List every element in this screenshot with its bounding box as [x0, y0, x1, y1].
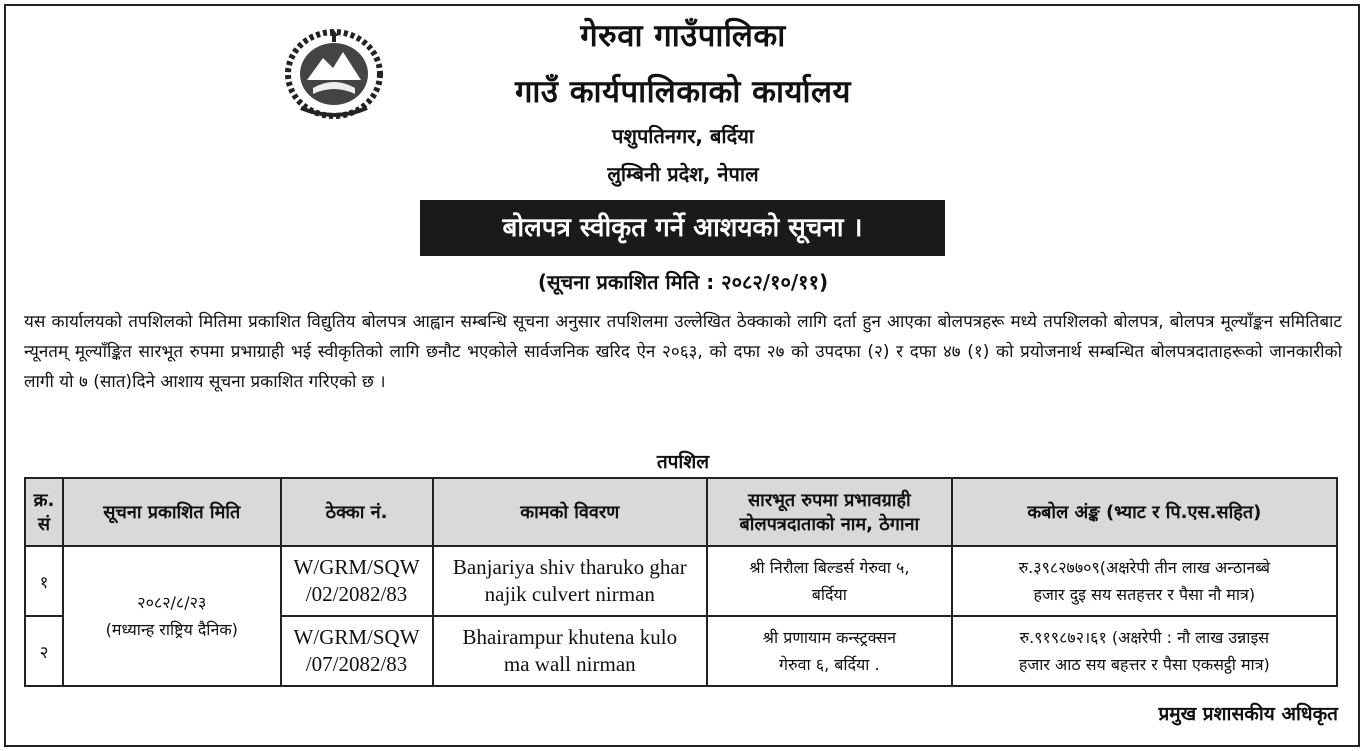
header-bidder: सारभूत रुपमा प्रभावग्राही बोलपत्रदाताको नाम, ठेगाना	[707, 478, 952, 546]
table-title: तपशिल	[656, 451, 710, 473]
table-row	[25, 546, 1337, 616]
amount-line-1: रु.९१९८७२।६१ (अक्षरेपी : नौ लाख उन्नाइस	[1019, 628, 1270, 647]
cell-contract	[281, 616, 433, 686]
work-line-2: najik culvert nirman	[484, 582, 655, 606]
header-work: कामको विवरण	[433, 478, 708, 546]
bidder-line-2: गेरुवा ६, बर्दिया .	[779, 655, 880, 674]
work-line-1: Bhairampur khutena kulo	[462, 625, 678, 649]
publication-date: (सूचना प्रकाशित मिति : २०८२/१०/११)	[537, 270, 829, 294]
cell-publication-date	[63, 546, 281, 686]
address-line-2: लुम्बिनी प्रदेश, नेपाल	[607, 162, 759, 186]
contract-line-1: W/GRM/SQW	[293, 625, 420, 649]
municipality-name: गेरुवा गाउँपालिका	[580, 18, 786, 54]
office-name: गाउँ कार्यपालिकाको कार्यालय	[514, 74, 852, 110]
notice-title: बोलपत्र स्वीकृत गर्ने आशयको सूचना ।	[420, 200, 945, 256]
cell-amount	[952, 546, 1337, 616]
bidder-line-1: श्री निरौला बिल्डर्स गेरुवा ५,	[749, 558, 910, 577]
cell-contract	[281, 546, 433, 616]
contract-line-2: /02/2082/83	[305, 582, 408, 606]
header-serial: क्र. सं	[25, 478, 63, 546]
table-header-row	[25, 478, 1337, 546]
amount-line-2: हजार दुइ सय सतहत्तर र पैसा नौ मात्र)	[1033, 585, 1256, 604]
notice-body: यस कार्यालयको तपशिलको मितिमा प्रकाशित विद्युतिय बोलपत्र आह्वान सम्बन्धि सूचना अनुसार तपशिलमा उल्लेखित ठेक्काको लागि दर्ता हुन आएका बोलपत्रहरू मध्ये तपशिलको बोलपत्र, बोलपत्र मूल्याँङ्कन समितिबाट न्यूनतम् मूल्याँङ्कित सारभूत रुपमा प्रभाग्राही भई स्वीकृतिको लागि छनौट भएकोले सार्वजनिक खरिद ऐन २०६३, को दफा २७ को उपदफा (२) र दफा ४७ (१) को प्रयोजनार्थ सम्बन्धित बोलपत्रदाताहरूको जानकारीको लागी यो ७ (सात)दिने आशाय सूचना प्रकाशित गरिएको छ ।	[24, 312, 1342, 392]
bidder-line-1: श्री प्रणायाम कन्स्ट्रक्सन	[762, 628, 897, 647]
header-contract: ठेक्का नं.	[281, 478, 433, 546]
amount-line-1: रु.३९८२७७०९(अक्षरेपी तीन लाख अन्ठानब्बे	[1018, 558, 1271, 577]
cell-work	[433, 616, 708, 686]
cell-serial: २	[25, 616, 63, 686]
cell-serial: १	[25, 546, 63, 616]
contract-line-2: /07/2082/83	[305, 652, 408, 676]
contract-line-1: W/GRM/SQW	[293, 555, 420, 579]
header-amount: कबोल अंङ्क (भ्याट र पि.एस.सहित)	[952, 478, 1337, 546]
header-date: सूचना प्रकाशित मिति	[63, 478, 281, 546]
cell-work	[433, 546, 708, 616]
date-text: २०८२/८/२३	[137, 593, 207, 612]
amount-line-2: हजार आठ सय बहत्तर र पैसा एकसट्ठी मात्र)	[1018, 655, 1270, 674]
cell-bidder	[707, 616, 952, 686]
cell-bidder	[707, 546, 952, 616]
signature-title: प्रमुख प्रशासकीय अधिकृत	[1158, 703, 1338, 725]
work-line-1: Banjariya shiv tharuko ghar	[452, 555, 687, 579]
work-line-2: ma wall nirman	[503, 652, 636, 676]
cell-amount	[952, 616, 1337, 686]
newspaper-name: (मध्यान्ह राष्ट्रिय दैनिक)	[105, 620, 238, 639]
bid-table	[24, 477, 1338, 687]
address-line-1: पशुपतिनगर, बर्दिया	[611, 124, 754, 148]
bidder-line-2: बर्दिया	[811, 585, 847, 604]
